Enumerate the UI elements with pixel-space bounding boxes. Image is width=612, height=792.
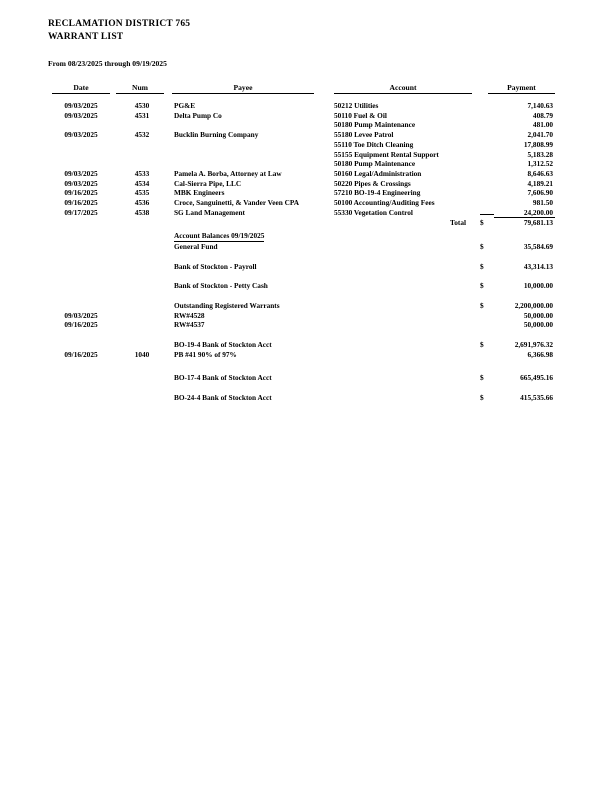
warrant-date: 09/03/2025 xyxy=(64,130,98,140)
warrant-num: 4530 xyxy=(134,101,150,110)
balance-currency: $ xyxy=(480,300,484,310)
balance-row xyxy=(52,242,555,252)
district-title: RECLAMATION DISTRICT 765 xyxy=(48,19,191,29)
balance-label: General Fund xyxy=(174,241,218,251)
balance-detail-row xyxy=(52,350,555,360)
warrant-account: 55155 Equipment Rental Support xyxy=(334,149,439,159)
balance-date: 09/16/2025 xyxy=(64,349,98,359)
warrant-num: 4533 xyxy=(134,168,150,178)
warrant-row xyxy=(52,188,555,198)
warrant-payee: MBK Engineers xyxy=(174,188,225,198)
warrant-payment: 1,312.52 xyxy=(527,159,553,169)
warrant-account: 50180 Pump Maintenance xyxy=(334,159,416,169)
warrant-account: 50100 Accounting/Auditing Fees xyxy=(334,198,435,208)
warrant-payment: 5,183.28 xyxy=(527,149,553,159)
balances-heading xyxy=(174,231,334,242)
balance-label: BO-19-4 Bank of Stockton Acct xyxy=(174,340,272,350)
warrant-row xyxy=(52,111,555,121)
total-row xyxy=(52,218,555,228)
spacer xyxy=(52,383,555,393)
balance-currency: $ xyxy=(480,241,484,251)
balance-label: RW#4537 xyxy=(174,320,205,330)
warrant-table xyxy=(52,83,555,403)
column-header-date: Date xyxy=(52,83,110,94)
balance-label: Outstanding Registered Warrants xyxy=(174,300,280,310)
warrant-date: 09/03/2025 xyxy=(64,178,98,188)
warrant-date: 09/16/2025 xyxy=(64,188,98,198)
column-header-payment: Payment xyxy=(488,83,555,94)
warrant-row xyxy=(52,101,555,111)
balance-date: 09/16/2025 xyxy=(64,320,98,330)
balance-label: PB #41 90% of 97% xyxy=(174,349,237,359)
spacer xyxy=(52,252,555,262)
balance-amount: 50,000.00 xyxy=(523,310,553,320)
account-balances-section xyxy=(52,231,555,403)
warrant-num: 4536 xyxy=(134,198,150,208)
total-amount: 79,681.13 xyxy=(523,218,553,228)
warrant-row xyxy=(52,130,555,140)
warrant-row xyxy=(52,120,555,130)
warrant-payment: 17,808.99 xyxy=(523,139,553,149)
warrant-date: 09/03/2025 xyxy=(64,101,98,110)
warrant-num: 4538 xyxy=(134,207,150,217)
warrant-row xyxy=(52,159,555,169)
balance-label: BO-17-4 Bank of Stockton Acct xyxy=(174,373,272,383)
warrant-payee: SG Land Management xyxy=(174,207,245,217)
warrant-account: 55110 Toe Ditch Cleaning xyxy=(334,139,414,149)
warrant-date: 09/17/2025 xyxy=(64,207,98,217)
balance-row xyxy=(52,301,555,311)
warrant-row xyxy=(52,208,555,219)
warrant-payee: Delta Pump Co xyxy=(174,110,222,120)
warrant-payee: Pamela A. Borba, Attorney at Law xyxy=(174,168,282,178)
balance-label: Bank of Stockton - Petty Cash xyxy=(174,281,268,291)
total-currency: $ xyxy=(480,218,484,228)
warrant-row xyxy=(52,198,555,208)
balance-amount: 2,691,976.32 xyxy=(514,340,553,350)
column-header-num: Num xyxy=(116,83,164,94)
warrant-account: 55330 Vegetation Control xyxy=(334,207,413,217)
spacer xyxy=(52,271,555,281)
balance-row xyxy=(52,281,555,291)
balance-amount: 50,000.00 xyxy=(523,320,553,330)
warrant-row xyxy=(52,179,555,189)
balances-heading-text: Account Balances 09/19/2025 xyxy=(174,231,265,241)
balance-amount: 665,495.16 xyxy=(520,373,553,383)
warrant-payment: 981.50 xyxy=(532,198,553,208)
warrant-account: 50212 Utilities xyxy=(334,101,379,110)
balance-amount: 43,314.13 xyxy=(523,261,553,271)
warrant-row xyxy=(52,150,555,160)
balance-row xyxy=(52,373,555,383)
warrant-account: 50180 Pump Maintenance xyxy=(334,120,416,130)
balances-heading-row xyxy=(52,231,555,242)
warrant-payment: 481.00 xyxy=(532,120,553,130)
warrant-payment: 24,200.00 xyxy=(494,208,555,219)
warrant-num: 4534 xyxy=(134,178,150,188)
balance-amount: 35,584.69 xyxy=(523,241,553,251)
balance-num: 1040 xyxy=(134,349,150,359)
balance-date: 09/03/2025 xyxy=(64,310,98,320)
spacer xyxy=(52,359,555,373)
warrant-account: 57210 BO-19-4 Engineering xyxy=(334,188,421,198)
warrant-row xyxy=(52,140,555,150)
balance-currency: $ xyxy=(480,393,484,403)
warrant-payee: Bucklin Burning Company xyxy=(174,130,259,140)
warrant-payment: 4,189.21 xyxy=(527,178,553,188)
total-label: Total xyxy=(450,218,466,228)
document-title-block xyxy=(48,18,190,43)
warrant-account: 50160 Legal/Administration xyxy=(334,168,422,178)
balance-currency: $ xyxy=(480,281,484,291)
table-header-row xyxy=(52,83,555,97)
date-range: From 08/23/2025 through 09/19/2025 xyxy=(48,59,167,68)
warrant-account: 50220 Pipes & Crossings xyxy=(334,178,411,188)
column-header-account: Account xyxy=(334,83,472,94)
warrant-payment: 2,041.70 xyxy=(527,130,553,140)
balance-amount: 2,200,000.00 xyxy=(514,300,553,310)
balance-amount: 415,535.66 xyxy=(520,393,553,403)
column-header-payee: Payee xyxy=(172,83,314,94)
warrant-row xyxy=(52,169,555,179)
balance-amount: 10,000.00 xyxy=(523,281,553,291)
balance-detail-row xyxy=(52,320,555,330)
warrant-payee: Croce, Sanguinetti, & Vander Veen CPA xyxy=(174,198,300,208)
warrant-date: 09/03/2025 xyxy=(64,110,98,120)
warrant-payment: 7,606.90 xyxy=(527,188,553,198)
balance-detail-row xyxy=(52,311,555,321)
warrant-payment: 8,646.63 xyxy=(527,168,553,178)
balance-currency: $ xyxy=(480,340,484,350)
report-title: WARRANT LIST xyxy=(48,31,124,42)
warrant-account: 55180 Levee Patrol xyxy=(334,130,394,140)
warrant-payment: 408.79 xyxy=(532,110,553,120)
warrant-date: 09/03/2025 xyxy=(64,168,98,178)
warrant-currency xyxy=(480,214,494,215)
warrant-num: 4532 xyxy=(134,130,150,140)
warrant-payee: Cal-Sierra Pipe, LLC xyxy=(174,178,242,188)
balance-label: BO-24-4 Bank of Stockton Acct xyxy=(174,393,272,403)
balance-row xyxy=(52,340,555,350)
balance-amount: 6,366.98 xyxy=(527,349,553,359)
balance-label: Bank of Stockton - Payroll xyxy=(174,261,257,271)
balance-currency: $ xyxy=(480,373,484,383)
warrant-num: 4535 xyxy=(134,188,150,198)
warrant-account: 50110 Fuel & Oil xyxy=(334,110,387,120)
balance-currency: $ xyxy=(480,261,484,271)
warrant-num: 4531 xyxy=(134,110,150,120)
spacer xyxy=(52,330,555,340)
balance-label: RW#4528 xyxy=(174,310,205,320)
balance-row xyxy=(52,262,555,272)
warrant-payment: 7,140.63 xyxy=(527,101,553,110)
warrant-payee: PG&E xyxy=(174,101,196,110)
warrant-rows xyxy=(52,101,555,218)
warrant-date: 09/16/2025 xyxy=(64,198,98,208)
balance-row xyxy=(52,393,555,403)
spacer xyxy=(52,291,555,301)
